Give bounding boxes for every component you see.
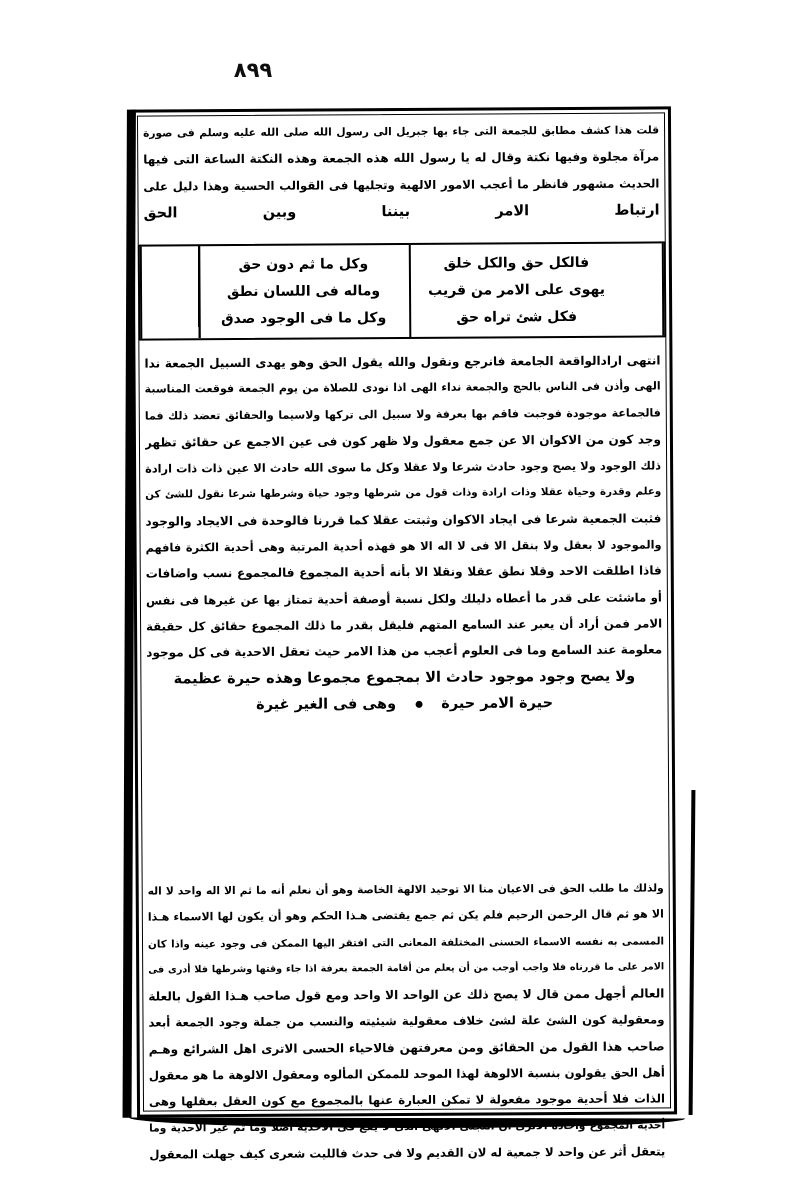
folio-page-number: ٨٩٩ (233, 58, 273, 82)
verse-hemistich: فالكل حق والكل خلق (443, 254, 590, 272)
couplet-first-hemistich: حيرة الامر حيرة (441, 695, 554, 712)
text-line: الامر على ما قررناه فلا واجب أوجب من أن يعلم من أقامة الجمعة بعرفة اذا جاء وقتها وشرطها فلا أدرى فى (148, 961, 665, 976)
text-line: الحديث مشهور فانظر ما أعجب الامور الالهية وتجليها فى القوالب الحسية وهذا دليل على (143, 176, 660, 194)
text-line: معلومة عند السامع وما فى العلوم أعجب من هذا الامر حيث تعقل الاحدية فى كل موجود (146, 642, 663, 660)
text-line: ارتباط الامر بيننا وبين الحق (143, 202, 660, 222)
text-line: أو ماشئت على قدر ما أعطاه دليلك ولكل نسبة أوصفة أحدية تمتاز بها عن غيرها فى نفس (145, 590, 662, 608)
text-line: فالجماعة موجودة فوجبت فاقم بها بعرفة ولا سبيل الى تركها ولاسيما والحقائق تعضد ذلك فما (144, 406, 661, 423)
verse-hemistich: وكل ما ثم دون حق (238, 256, 369, 274)
verse-table-right-margin-cell (622, 243, 665, 335)
verse-hemistich: يهوى على الامر من قريب (428, 281, 606, 299)
body-paragraph-two (148, 875, 666, 1167)
text-line: وجد كون من الاكوان الا عن جمع معقول ولا ظهر كون فى عين الاجمع عن حقائق تظهر (144, 432, 661, 450)
body-paragraph-one (144, 347, 662, 718)
text-line: ومعقولية كون الشئ علة لشئ خلاف معقولية شيئيته والنسب من جملة وجود الجمعة أبعد (148, 1012, 665, 1031)
text-line: ولذلك ما طلب الحق فى الاعيان منا الا توحيد الالهة الخاصة وهو أن نعلم أنه ما ثم الا اله واحد لا اله (147, 881, 664, 898)
verse-hemistich: فكل شئ تراه حق (456, 308, 578, 326)
text-line: أحدية المجموع وآحاده الاترى أن التجلى الالهى الذى لا يقع فى الاحدية أصلا وما ثم غير الاحدية وما (149, 1118, 666, 1135)
printed-text-frame (131, 106, 677, 1162)
text-line: مرآة مجلوة وفيها نكتة وقال له يا رسول الله هذه الجمعة وهذه النكتة الساعة التى فيها (143, 149, 660, 167)
verse-table-column-left (198, 245, 412, 338)
verse-table (138, 241, 667, 340)
text-line: صاحب هذا القول من الحقائق ومن معرفتهن فالاحياء الحسى الاترى اهل الشرائع وهـم (148, 1039, 665, 1057)
verse-hemistich: وكل ما فى الوجود صدق (221, 310, 387, 328)
text-line: المسمى به نفسه الاسماء الحسنى المختلفة المعانى التى افتقر اليها الممكن فى وجود عينه واذا كان (147, 935, 665, 951)
text-line: العالم أجهل ممن قال لا يصح ذلك عن الواحد الا واحد ومع قول صاحب هـذا القول بالعلة (148, 986, 665, 1004)
text-line: الامر فمن أراد أن يعبر عند السامع المتهم فليقل بقدر ما ذلك المجموع حقائق كل حقيقة (146, 616, 663, 634)
text-line: فثبت الجمعية شرعا فى ايجاد الاكوان وثبتت عقلا كما قررنا فالوحدة فى الايجاد والوجود (145, 511, 662, 529)
centered-couplet (146, 689, 662, 718)
text-line: الهى وأذن فى الناس بالحج والجمعة نداء الهى اذا نودى للصلاة من يوم الجمعة فوقعت المناسبة (144, 379, 661, 396)
bullet-dot-icon (415, 691, 422, 717)
text-line: الا هو ثم قال الرحمن الرحيم فلم يكن ثم جمع يقتضى هـذا الحكم وهو أن يكون لها الاسماء هـذا (147, 907, 664, 924)
opening-paragraph (143, 116, 660, 227)
couplet-second-hemistich: وهى فى الغير غيرة (256, 696, 397, 713)
verse-hemistich: وماله فى اللسان نطق (226, 283, 381, 301)
text-line: قلت هذا كشف مطابق للجمعة التى جاء بها جبريل الى رسول الله صلى الله عليه وسلم فى صورة (143, 123, 660, 140)
text-line: أهل الحق يقولون بنسبة الالوهة لهذا الموحد للممكن المألوه ومعقول الالوهة ما هو معقول (148, 1065, 665, 1083)
text-line: والموجود لا بعقل ولا بنقل الا فى لا اله الا هو فهذه أحدية المرتبة وهى أحدية الكثرة فافهم (145, 537, 662, 555)
text-line: ولا يصح وجود موجود حادث الا بمجموع مجموعا وهذه حيرة عظيمة (173, 668, 636, 687)
text-line: ذلك الوجود ولا يصح وجود حادث شرعا ولا عقلا وكل ما سوى الله حادث الا عين ذات ذات ارادة (145, 458, 662, 476)
text-line: انتهى ارادالواقعة الجامعة فانرجع ونقول والله يقول الحق وهو يهدى السبيل الجمعة ندا (144, 353, 661, 371)
verse-table-column-right (411, 244, 623, 337)
verse-table-left-margin-cell (140, 246, 199, 338)
text-line: وعلم وقدرة وحياة عقلا وذات ارادة وذات قول من شرطها وجود حياة وشرطها شرعا نقول للشئ كن (145, 485, 662, 502)
detached-side-rule (689, 790, 696, 1115)
text-line: الذات فلا أحدية موجود مفعولة لا تمكن العبارة عنها بالمجموع مع كون العقل بعقلها وهى (148, 1091, 666, 1109)
text-line: يتعقل أثر عن واحد لا جمعية له لان القديم ولا فى حدث فالليت شعرى كيف جهلت المعقول (149, 1144, 666, 1162)
text-line: فاذا اطلقت الاحد وقلا نطق عقلا ونقلا الا بأنه أحدية المجموع فالمجموع نسب واضافات (145, 563, 662, 581)
